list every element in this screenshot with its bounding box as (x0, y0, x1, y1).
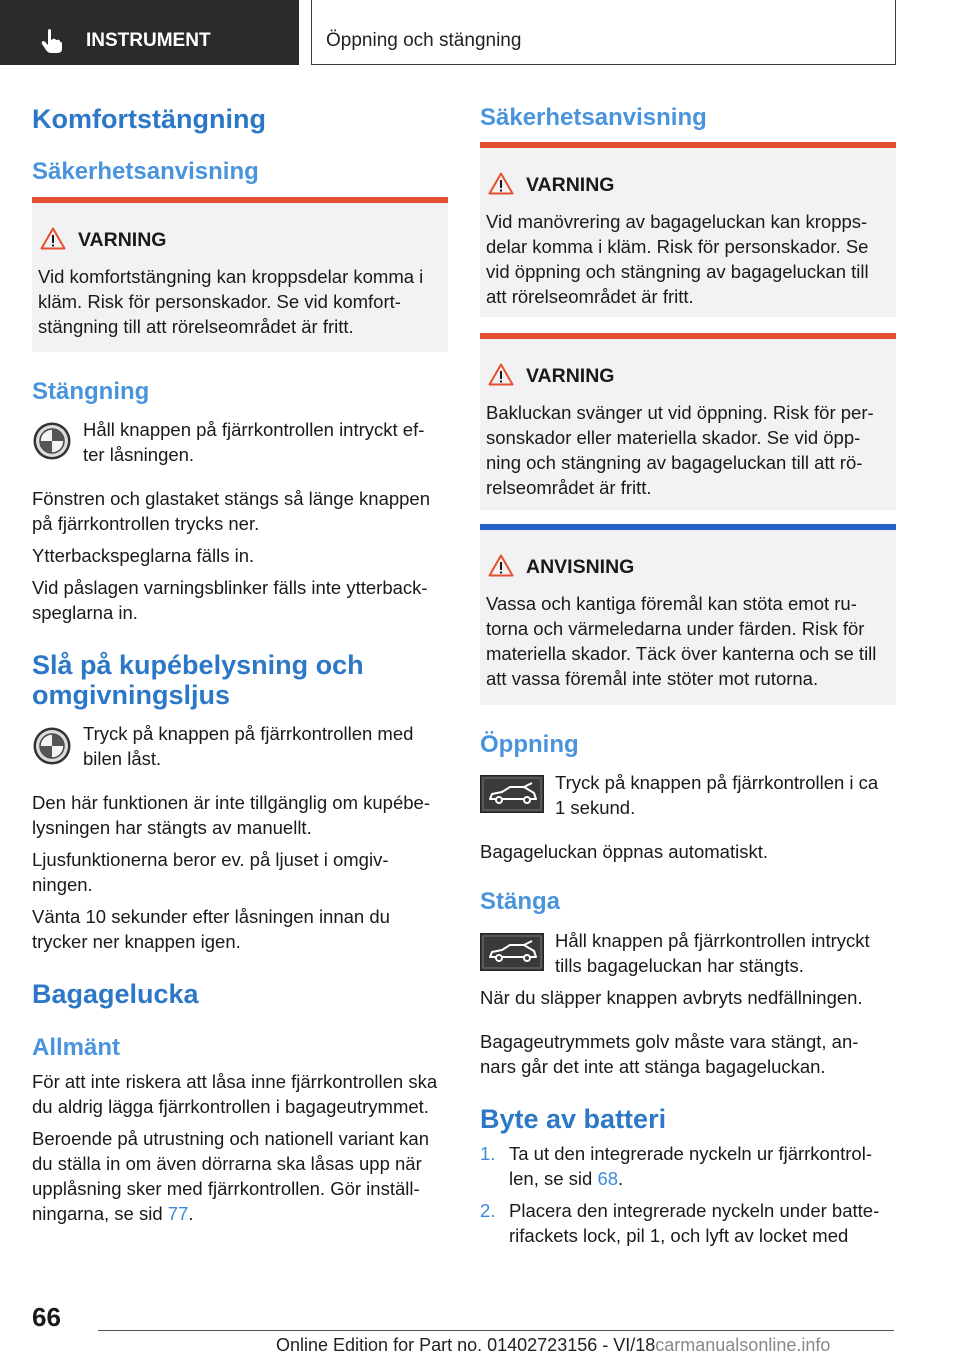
text-line: För att inte riskera att låsa inne fjärrkontrollen ska (32, 1071, 438, 1092)
warning-text (486, 209, 890, 309)
warning-title: VARNING (526, 174, 615, 196)
paragraph-ljusfunktioner (32, 847, 448, 897)
step-number: 2. (480, 1200, 496, 1221)
notice-line: torna och värmeledarna under färden. Risk för (486, 618, 865, 639)
trunk-button-icon (480, 775, 544, 813)
paragraph-slapper: När du släpper knappen avbryts nedfällningen. (480, 987, 863, 1008)
heading-stanga: Stänga (480, 888, 561, 915)
text-line: bilen låst. (83, 748, 162, 769)
warning-line: sonskador eller materiella skador. Se vid öpp- (486, 427, 861, 448)
warning-box-komfort (32, 197, 448, 352)
text-line: ningen. (32, 874, 93, 895)
notice-triangle-icon (488, 554, 514, 577)
text-line (32, 1201, 448, 1226)
text-line: nars går det inte att stänga bagageluckan. (480, 1056, 826, 1077)
text-line: Fönstren och glastaket stängs så länge knappen (32, 488, 431, 509)
text-line: du aldrig lägga fjärrkontrollen i bagageutrymmet. (32, 1096, 429, 1117)
warning-triangle-icon (488, 363, 514, 386)
heading-bagagelucka: Bagagelucka (32, 979, 199, 1009)
step-number: 1. (480, 1143, 496, 1164)
text-line: Bagageutrymmets golv måste vara stängt, an- (480, 1031, 859, 1052)
heading-kupebelysning (32, 650, 448, 710)
text-line: på fjärrkontrollen trycks ner. (32, 513, 260, 534)
page-title: Öppning och stängning (326, 30, 522, 51)
text-line: tills bagageluckan har stängts. (555, 955, 804, 976)
paragraph-allmant (32, 1069, 448, 1119)
text-line: Tryck på knappen på fjärrkontrollen med (83, 723, 414, 744)
paragraph-fonster (32, 486, 448, 536)
footer-rule (98, 1330, 894, 1331)
notice-title: ANVISNING (526, 556, 635, 578)
text-line: Beroende på utrustning och nationell variant kan (32, 1128, 429, 1149)
heading-stangning: Stängning (32, 378, 150, 405)
text-line: upplåsning sker med fjärrkontrollen. Gör inställ- (32, 1178, 420, 1199)
warning-line: att rörelseområdet är fritt. (486, 286, 694, 307)
step-text (509, 1198, 899, 1248)
text-line: 1 sekund. (555, 797, 636, 818)
warning-text (38, 264, 442, 339)
paragraph-funktion (32, 790, 448, 840)
page-number: 66 (32, 1302, 61, 1332)
page-link-68[interactable]: 68 (597, 1168, 619, 1189)
text-fragment: . (188, 1203, 194, 1224)
text-line: Vid påslagen varningsblinker fälls inte ytterback- (32, 577, 428, 598)
heading-line: Slå på kupébelysning och (32, 650, 364, 680)
text-line: Ta ut den integrerade nyckeln ur fjärrkontrol- (509, 1143, 872, 1164)
heading-komfortstangning: Komfortstängning (32, 104, 266, 134)
trunk-button-icon (480, 933, 544, 971)
paragraph-beroende (32, 1126, 448, 1226)
bmw-remote-button-icon (32, 726, 72, 766)
text-fragment: ningarna, se sid (32, 1203, 168, 1224)
stangning-instruction (83, 417, 449, 467)
footer-edition: Online Edition for Part no. 01402723156 - VI/18 (276, 1335, 656, 1355)
page-link-77[interactable]: 77 (167, 1203, 189, 1224)
header-page-title-box (311, 0, 896, 65)
text-line: Den här funktionen är inte tillgänglig om kupébe- (32, 792, 430, 813)
paragraph-ytterbackspeglar: Ytterbackspeglarna fälls in. (32, 545, 255, 566)
warning-line: kläm. Risk för personskador. Se vid komfort- (38, 291, 401, 312)
paragraph-golv (480, 1029, 896, 1079)
notice-text (486, 591, 890, 691)
text-line: Ljusfunktionerna beror ev. på ljuset i omgiv- (32, 849, 389, 870)
oppning-instruction (555, 770, 895, 820)
warning-line: ning och stängning av bagageluckan till att rö- (486, 452, 863, 473)
notice-line: att vassa föremål inte stöter mot rutorna. (486, 668, 819, 689)
footer-watermark: carmanualsonline.info (655, 1335, 831, 1355)
paragraph-varningsblinker (32, 575, 448, 625)
text-line: lysningen har stängts av manuellt. (32, 817, 312, 838)
footer-edition-line (276, 1335, 830, 1356)
heading-oppning: Öppning (480, 731, 579, 758)
paragraph-vanta (32, 904, 448, 954)
warning-title: VARNING (78, 229, 167, 251)
text-line: Placera den integrerade nyckeln under batte- (509, 1200, 880, 1221)
warning-title: VARNING (526, 365, 615, 387)
heading-sakerhetsanvisning: Säkerhetsanvisning (32, 158, 259, 185)
text-line (509, 1166, 899, 1191)
warning-line: Vid komfortstängning kan kroppsdelar komma i (38, 266, 424, 287)
text-line: Tryck på knappen på fjärrkontrollen i ca (555, 772, 879, 793)
heading-byte-av-batteri: Byte av batteri (480, 1104, 667, 1134)
text-fragment: . (618, 1168, 624, 1189)
warning-text (486, 400, 890, 500)
text-line: Håll knappen på fjärrkontrollen intryckt ef- (83, 419, 425, 440)
warning-line: Bakluckan svänger ut vid öppning. Risk för per- (486, 402, 874, 423)
text-line: Vänta 10 sekunder efter låsningen innan du (32, 906, 390, 927)
notice-line: Vassa och kantiga föremål kan stöta emot ru- (486, 593, 857, 614)
warning-line: relseområdet är fritt. (486, 477, 652, 498)
notice-line: materiella skador. Täck över kanterna och se till (486, 643, 877, 664)
text-line: trycker ner knappen igen. (32, 931, 241, 952)
warning-line: Vid manövrering av bagageluckan kan kropps- (486, 211, 868, 232)
pointing-hand-icon (40, 28, 64, 54)
heading-sakerhetsanvisning: Säkerhetsanvisning (480, 104, 707, 131)
heading-line: omgivningsljus (32, 680, 231, 710)
bmw-remote-button-icon (32, 421, 72, 461)
warning-triangle-icon (488, 172, 514, 195)
paragraph-oppnas: Bagageluckan öppnas automatiskt. (480, 841, 768, 862)
heading-allmant: Allmänt (32, 1034, 121, 1061)
warning-box-bagage-2 (480, 333, 896, 510)
text-fragment: len, se sid (509, 1168, 598, 1189)
notice-box-vassa-foremal (480, 524, 896, 705)
text-line: speglarna in. (32, 602, 138, 623)
warning-line: vid öppning och stängning av bagageluckan till (486, 261, 869, 282)
header-section-tab[interactable] (0, 0, 299, 65)
text-line: ter låsningen. (83, 444, 195, 465)
step-text (509, 1141, 899, 1191)
kupe-instruction (83, 721, 449, 771)
text-line: du ställa in om även dörrarna ska låsas upp när (32, 1153, 422, 1174)
text-line: Håll knappen på fjärrkontrollen intryckt (555, 930, 870, 951)
header-section-label: INSTRUMENT (86, 30, 211, 51)
stanga-instruction (555, 928, 895, 978)
text-line: rifackets lock, pil 1, och lyft av locket med (509, 1225, 849, 1246)
warning-line: delar komma i kläm. Risk för personskador. Se (486, 236, 869, 257)
warning-triangle-icon (40, 227, 66, 250)
warning-line: stängning till att rörelseområdet är fritt. (38, 316, 354, 337)
warning-box-bagage-1 (480, 142, 896, 317)
